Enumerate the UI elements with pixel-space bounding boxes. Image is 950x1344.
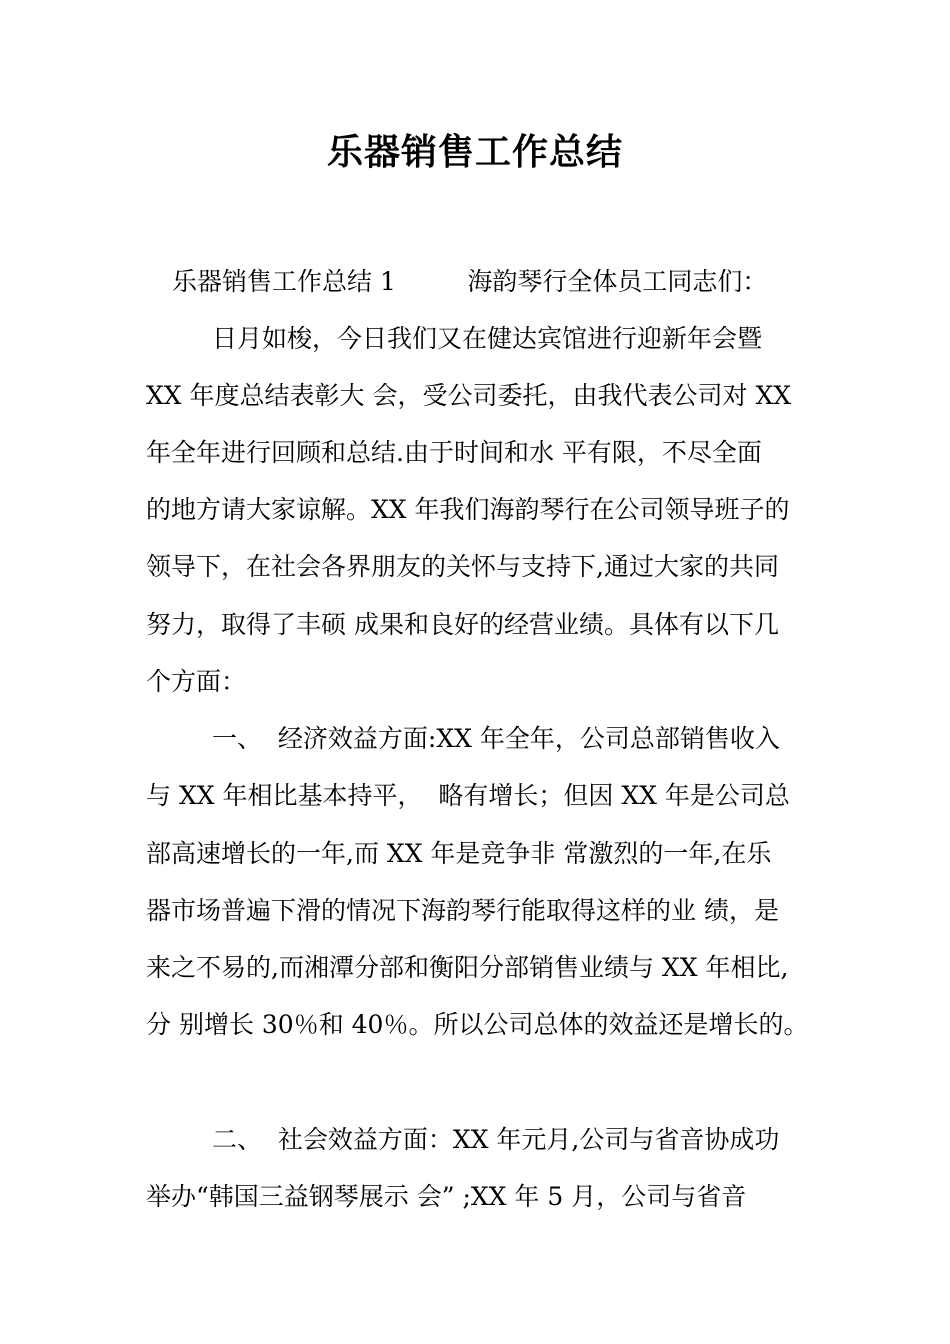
text-line-16: 举办“韩国三益钢琴展示 会” ;XX 年 5 月，公司与省音 (146, 1182, 747, 1211)
text-line-9: 一、 经济效益方面:XX 年全年，公司总部销售收入 (212, 724, 780, 753)
text-line-8: 个方面： (146, 667, 247, 696)
text-line-11: 部高速增长的一年,而 XX 年是竞争非 常激烈的一年,在乐 (146, 839, 772, 868)
text-line-2: 日月如梭，今日我们又在健达宾馆进行迎新年会暨 (212, 324, 763, 353)
text-line-15: 二、 社会效益方面：XX 年元月,公司与省音协成功 (212, 1125, 780, 1154)
text-line-7: 努力，取得了丰硕 成果和良好的经营业绩。具体有以下几 (146, 610, 779, 639)
text-line-3: XX 年度总结表彰大 会，受公司委托，由我代表公司对 XX (146, 381, 792, 410)
text-line-1: 乐器销售工作总结 1 海韵琴行全体员工同志们： (172, 267, 768, 296)
text-line-14: 分 别增长 30％和 40％。所以公司总体的效益还是增长的。 (146, 1010, 809, 1039)
document-title: 乐器销售工作总结 (326, 132, 623, 173)
text-line-12: 器市场普遍下滑的情况下海韵琴行能取得这样的业 绩，是 (146, 896, 779, 925)
text-line-6: 领导下，在社会各界朋友的关怀与支持下,通过大家的共同 (146, 552, 779, 581)
text-line-5: 的地方请大家谅解。XX 年我们海韵琴行在公司领导班子的 (146, 495, 790, 524)
text-line-4: 年全年进行回顾和总结.由于时间和水 平有限，不尽全面 (146, 438, 762, 467)
text-line-10: 与 XX 年相比基本持平， 略有增长；但因 XX 年是公司总 (146, 781, 790, 810)
text-line-13: 来之不易的,而湘潭分部和衡阳分部销售业绩与 XX 年相比, (146, 953, 789, 982)
